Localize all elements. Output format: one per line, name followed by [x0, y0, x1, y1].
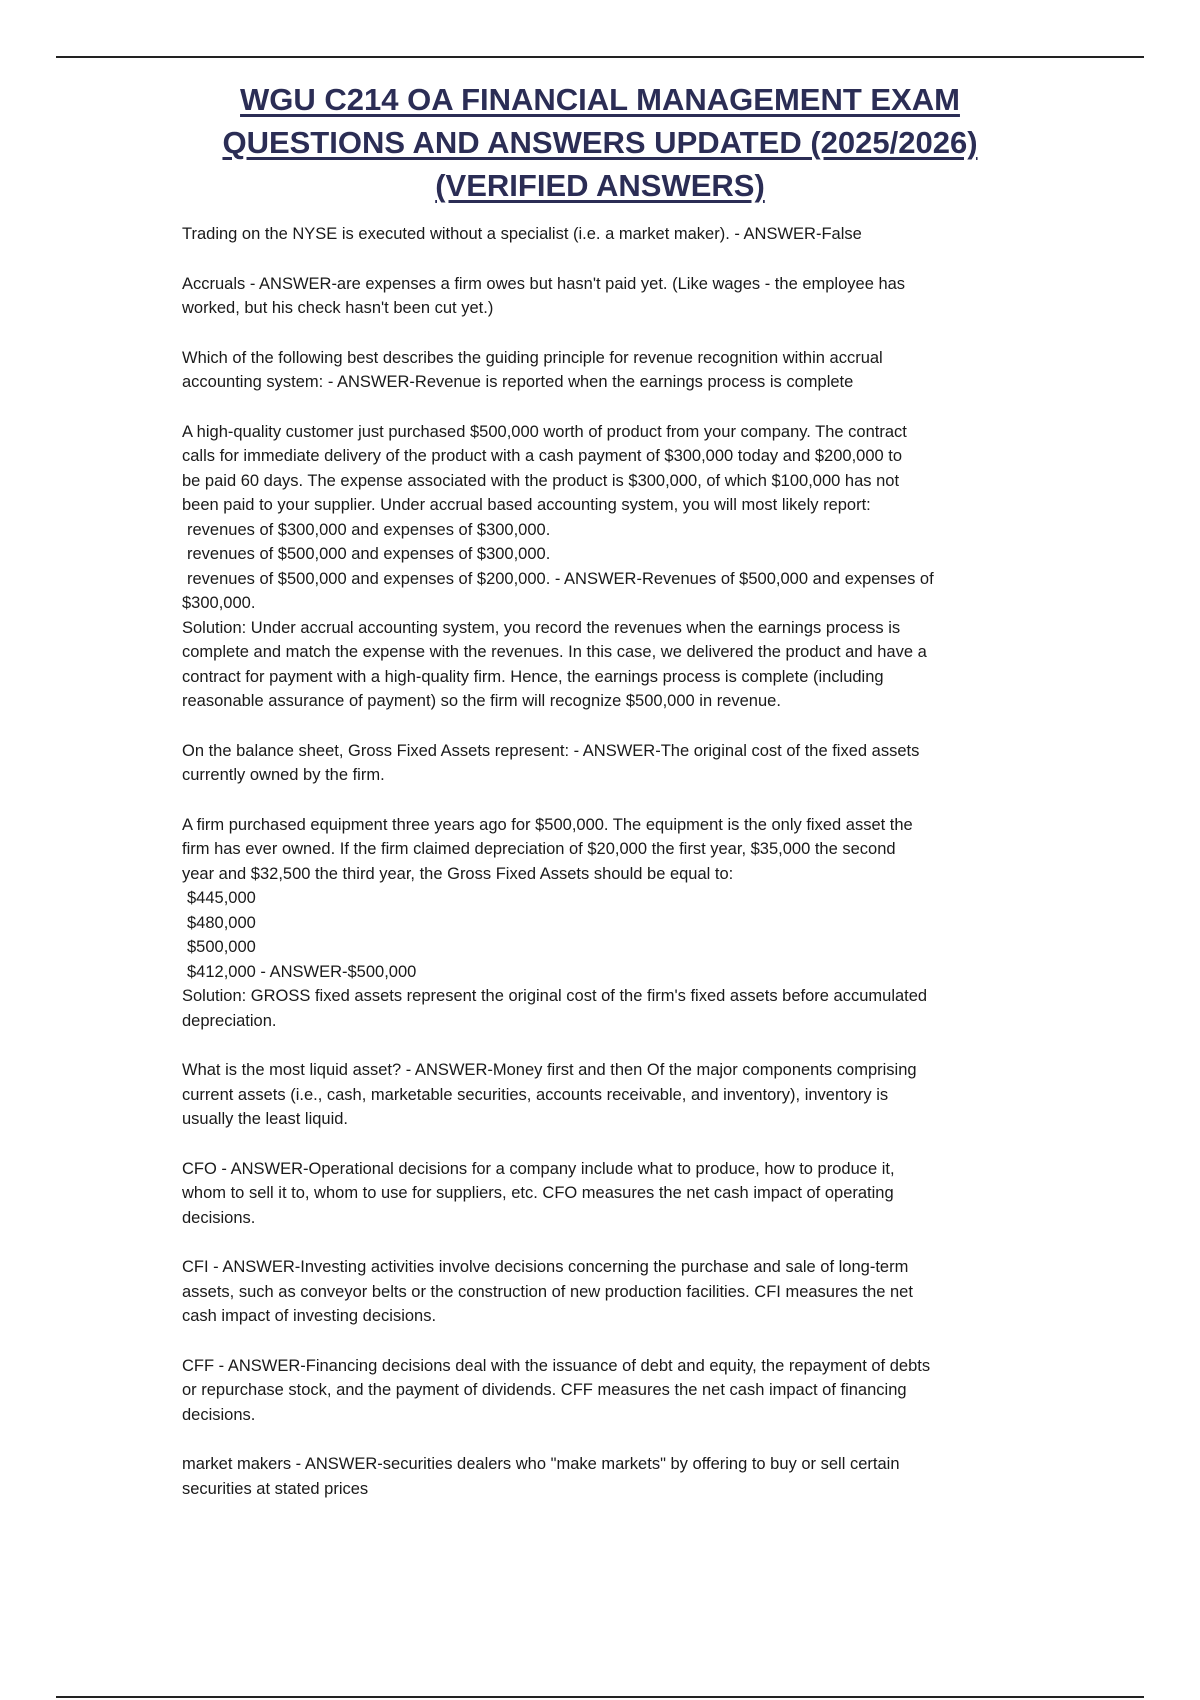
qa-text-line: decisions. — [182, 1208, 256, 1227]
qa-list — [182, 222, 1032, 1526]
qa-item-nyse-specialist — [182, 222, 1032, 247]
qa-option: revenues of $500,000 and expenses of $200,000. - ANSWER-Revenues of $500,000 and expenses of — [187, 569, 934, 588]
qa-text-line: or repurchase stock, and the payment of dividends. CFF measures the net cash impact of financing — [182, 1381, 907, 1399]
qa-option: $412,000 - ANSWER-$500,000 — [187, 962, 417, 981]
qa-text-line: decisions. — [182, 1405, 256, 1424]
qa-option: $500,000 — [187, 938, 256, 956]
title-line: QUESTIONS AND ANSWERS UPDATED (2025/2026) — [222, 125, 978, 160]
qa-solution-line: Solution: Under accrual accounting system, you record the revenues when the earnings process is — [182, 618, 901, 637]
qa-item-equipment-purchase — [182, 813, 1032, 1034]
qa-text-line: $300,000. — [182, 594, 256, 612]
qa-text-line: year and $32,500 the third year, the Gross Fixed Assets should be equal to: — [182, 864, 734, 883]
qa-text-line: A firm purchased equipment three years ago for $500,000. The equipment is the only fixed asset the — [182, 815, 913, 834]
qa-item-revenue-recognition — [182, 346, 1032, 395]
top-divider — [56, 56, 1144, 58]
qa-text-line: CFF - ANSWER-Financing decisions deal with the issuance of debt and equity, the repayment of debts — [182, 1356, 931, 1375]
qa-solution-line: contract for payment with a high-quality firm. Hence, the earnings process is complete (including — [182, 667, 884, 686]
qa-text-line: securities at stated prices — [182, 1479, 369, 1498]
qa-solution-line: depreciation. — [182, 1011, 277, 1030]
title-line: (VERIFIED ANSWERS) — [435, 168, 765, 203]
qa-option: revenues of $500,000 and expenses of $300,000. — [187, 545, 551, 563]
qa-option: revenues of $300,000 and expenses of $300,000. — [187, 520, 551, 539]
qa-item-accruals — [182, 272, 1032, 321]
qa-text-line: Accruals - ANSWER-are expenses a firm owes but hasn't paid yet. (Like wages - the employee has — [182, 274, 906, 293]
qa-solution-line: Solution: GROSS fixed assets represent the original cost of the firm's fixed assets before accumulated — [182, 987, 928, 1005]
qa-item-most-liquid-asset — [182, 1058, 1032, 1132]
qa-text-line: What is the most liquid asset? - ANSWER-Money first and then Of the major components comprising — [182, 1061, 917, 1079]
bottom-divider — [56, 1696, 1144, 1698]
qa-text-line: firm has ever owned. If the firm claimed depreciation of $20,000 the first year, $35,000 the second — [182, 840, 896, 858]
qa-text-line: assets, such as conveyor belts or the construction of new production facilities. CFI measures the net — [182, 1282, 913, 1301]
qa-text-line: been paid to your supplier. Under accrual based accounting system, you will most likely report: — [182, 496, 871, 514]
qa-text-line: accounting system: - ANSWER-Revenue is reported when the earnings process is complete — [182, 373, 854, 391]
qa-text-line: current assets (i.e., cash, marketable securities, accounts receivable, and inventory), inventory is — [182, 1085, 889, 1104]
qa-item-cfo — [182, 1157, 1032, 1231]
qa-text-line: currently owned by the firm. — [182, 766, 385, 784]
qa-item-cfi — [182, 1255, 1032, 1329]
qa-text-line: calls for immediate delivery of the product with a cash payment of $300,000 today and $200,000 to — [182, 447, 903, 465]
qa-text-line: Which of the following best describes the guiding principle for revenue recognition within accrual — [182, 348, 883, 367]
qa-text-line: CFO - ANSWER-Operational decisions for a company include what to produce, how to produce it, — [182, 1159, 895, 1178]
qa-text-line: usually the least liquid. — [182, 1110, 349, 1128]
qa-solution-line: reasonable assurance of payment) so the firm will recognize $500,000 in revenue. — [182, 692, 781, 710]
qa-item-market-makers — [182, 1452, 1032, 1501]
qa-item-cff — [182, 1354, 1032, 1428]
qa-text-line: whom to sell it to, whom to use for suppliers, etc. CFO measures the net cash impact of operating — [182, 1184, 894, 1202]
qa-text-line: Trading on the NYSE is executed without a specialist (i.e. a market maker). - ANSWER-False — [182, 225, 862, 243]
qa-text-line: CFI - ANSWER-Investing activities involve decisions concerning the purchase and sale of long-term — [182, 1258, 909, 1276]
title-line: WGU C214 OA FINANCIAL MANAGEMENT EXAM — [240, 82, 960, 117]
qa-text-line: be paid 60 days. The expense associated with the product is $300,000, of which $100,000 has not — [182, 471, 900, 490]
qa-text-line: On the balance sheet, Gross Fixed Assets represent: - ANSWER-The original cost of the fixed assets — [182, 741, 920, 760]
qa-option: $480,000 — [187, 913, 256, 932]
qa-text-line: A high-quality customer just purchased $500,000 worth of product from your company. The contract — [182, 422, 907, 441]
qa-text-line: market makers - ANSWER-securities dealers who "make markets" by offering to buy or sell certain — [182, 1455, 900, 1473]
qa-text-line: worked, but his check hasn't been cut yet.) — [182, 299, 494, 317]
document-title — [150, 78, 1050, 207]
qa-item-high-quality-customer — [182, 420, 1032, 714]
qa-option: $445,000 — [187, 889, 256, 907]
qa-text-line: cash impact of investing decisions. — [182, 1307, 437, 1325]
qa-item-gross-fixed-assets — [182, 739, 1032, 788]
qa-solution-line: complete and match the expense with the revenues. In this case, we delivered the product and have a — [182, 643, 927, 661]
